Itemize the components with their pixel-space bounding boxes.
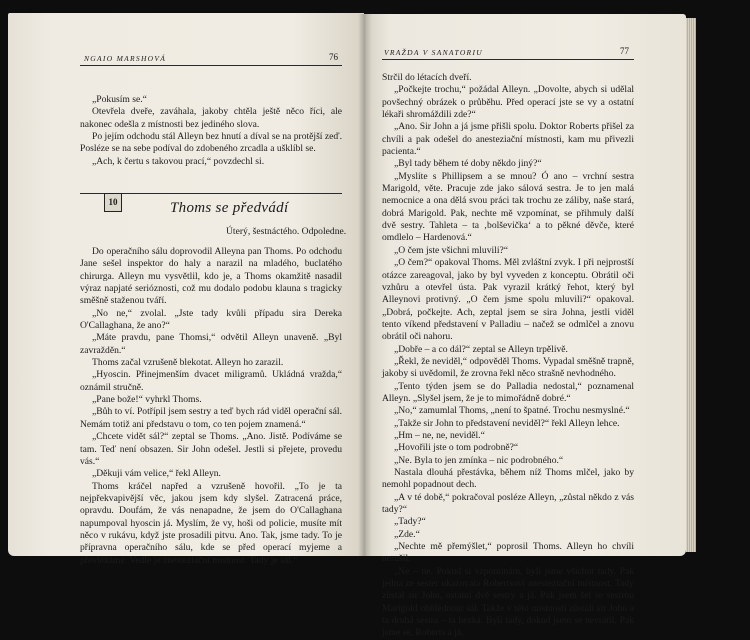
paragraph: „Nechte mě přemýšlet,“ poprosil Thoms. Alleyn ho chvíli nerušil. — [382, 541, 634, 565]
left-body-text — [80, 246, 342, 567]
paragraph: „Dobře – a co dál?“ zeptal se Alleyn trpělivě. — [394, 343, 568, 355]
paragraph: „Myslíte s Phillipsem a se mnou? Ó ano – vrchní sestra Marigold, věte. Pracuje zde jako sálová sestra. Je to jen malá nemocnice a ona dělá svou práci tak trochu ze záliby, naše stará, dobrá Marigold. Pak, nechte mě vzpomínat, se přihmuly další dvě sestry. Tahleta – ta ‚bolševička‘ a to pěkné děvče, které omdlelo – Hardenová.“ — [382, 170, 634, 244]
paragraph: „Děkuji vám velice,“ řekl Alleyn. — [92, 468, 221, 480]
paragraph: Nastala dlouhá přestávka, během níž Thoms mlčel, jako by nemohl popadnout dech. — [382, 467, 634, 491]
paragraph: Po jejím odchodu stál Alleyn bez hnutí a díval se na protější zeď. Posléze se na sebe podíval do zdobeného zrcadla a ušklíbl se. — [80, 131, 342, 155]
paragraph: „O čem?“ opakoval Thoms. Měl zvláštní zvyk. I při nejprostší otázce zareagoval, jako by byl vyveden z konceptu. Obrátil oči vzhůru a otevřel ústa. Pak vyrazil krátký řehot, který byl Alleynovi protivný. „O čem jsme spolu mluvili?“ opakoval. „Dobrá, počkejte. Ach, zeptal jsem se sira Johna, jestli viděl tento víkend představení v Palladiu – načež se odmlčel a znovu obrátil oči nahoru. — [382, 257, 634, 343]
paragraph: „Ne – ne. Pokud si vzpomínám, byli jsme všichni tady. Pak jedna ze sester ukazovala Robertsovi anesteziační místnost. Tady zůstal sir John, ostatní dvě sestry a já. Pak jsem šel se sestrou Marigold obhlédnout sál. Takže v této místnosti zůstali sir John a ta druhá sestra – ta hezká. Byli tady, dokud jsem se nevrátil. Pak jsme se, Roberts a já, — [382, 565, 634, 639]
paragraph: „Tento týden jsem se do Palladia nedostal,“ poznamenal Alleyn. „Slyšel jsem, že je to mimořádně dobré.“ — [382, 380, 634, 404]
chapter-title: Thoms se předvádí — [170, 200, 289, 216]
left-top-text — [80, 94, 342, 168]
paragraph: „Byl tady během té doby někdo jiný?“ — [394, 158, 542, 170]
paragraph: Strčil do létacích dveří. — [382, 72, 472, 83]
left-page-number: 76 — [329, 52, 338, 62]
right-running-head: VRAŽDA V SANATORIU — [384, 48, 483, 57]
paragraph: Do operačního sálu doprovodil Alleyna pan Thoms. Po odchodu Jane sešel inspektor do haly a narazil na mladého, buclatého chirurga. Alleyn mu vysvětlil, kdo je, a Thoms okamžitě nasadil výraz napjaté serióznosti, což mu dodalo podobu klauna s tragicky směšně staženou tváří. — [80, 246, 342, 307]
paragraph: „Ne. Byla to jen zmínka – nic podrobného.“ — [394, 454, 564, 466]
paragraph: „Pokusím se.“ — [92, 94, 147, 105]
paragraph: Thoms kráčel napřed a vzrušeně hovořil. „To je ta nejpřekvapivější věc, jakou jsem kdy slyšel. Zatracená práce, opravdu. Doufám, že vás nenapadne, že jsem do O'Callaghana napumpoval hyoscin já. Myslím, že vy, hoši od policie, musíte mít něco v rukávu, když jste prosadili pitvu. Ano. Tak, jsme tady. To je přípravna operačního sálu, kde se před operací myjeme a převlékáme. Vedle je anesteziační místnost. Tady je sál.“ — [80, 480, 342, 566]
paragraph: Thoms začal vzrušeně blekotat. Alleyn ho zarazil. — [92, 357, 284, 369]
page-edges — [686, 18, 696, 552]
book-gutter — [358, 14, 372, 556]
right-page-number: 77 — [620, 46, 629, 56]
right-body-text — [382, 72, 634, 640]
paragraph: „A v té době,“ pokračoval posléze Alleyn, „zůstal někdo z vás tady?“ — [382, 491, 634, 516]
paragraph: „No,“ zamumlal Thoms, „není to špatné. Trochu nesmyslné.“ — [394, 405, 630, 417]
paragraph: „Hm – ne, ne, neviděl.“ — [394, 429, 485, 441]
paragraph: „Řekl, že neviděl,“ odpověděl Thoms. Vypadal směšně trapně, jakoby si uvědomil, že zrovna řekl něco strašně nevhodného. — [382, 355, 634, 380]
left-header-rule — [80, 65, 342, 66]
paragraph: „Počkejte trochu,“ požádal Alleyn. „Dovolte, abych si udělal povšechný obrázek o průběhu. Před operací jste se vy a ostatní lékaři shromáždili zde?“ — [382, 84, 634, 121]
paragraph: „Zde.“ — [394, 528, 420, 540]
paragraph: „Ach, k čertu s takovou prací,“ povzdechl si. — [92, 155, 265, 167]
paragraph: „Hovořili jste o tom podrobně?“ — [394, 442, 519, 454]
paragraph: „Hyoscin. Přinejmenším dvacet miligramů. Ukládná vražda,“ oznámil stručně. — [80, 369, 342, 393]
paragraph: „Takže sir John to představení neviděl?“ řekl Alleyn lehce. — [394, 417, 620, 429]
paragraph: „Pane bože!“ vyhrkl Thoms. — [92, 394, 202, 406]
paragraph: „Bůh to ví. Potřípil jsem sestry a teď bych rád viděl operační sál. Nemám totiž ani představu o tom, co ten pojem znamená.“ — [80, 406, 342, 430]
paragraph: „No ne,“ zvolal. „Jste tady kvůli případu sira Dereka O'Callaghana, že ano?“ — [80, 307, 342, 332]
paragraph: „O čem jste všichni mluvili?“ — [394, 244, 509, 256]
chapter-date: Úterý, šestnáctého. Odpoledne. — [226, 226, 347, 237]
right-header-rule — [382, 59, 634, 60]
paragraph: „Máte pravdu, pane Thomsi,“ odvětil Alleyn unaveně. „Byl zavražděn.“ — [80, 332, 342, 356]
paragraph: „Tady?“ — [394, 516, 426, 528]
left-running-head: NGAIO MARSHOVÁ — [84, 54, 167, 63]
chapter-number-box: 10 — [104, 193, 122, 212]
paragraph: Otevřela dveře, zaváhala, jakoby chtěla ještě něco říci, ale nakonec odešla z místnosti bez jediného slova. — [80, 106, 342, 130]
paragraph: „Chcete vidět sál?“ zeptal se Thoms. „Ano. Jistě. Podíváme se tam. Teď není obsazen. Sir John odešel. Jestli si přejete, provedu vás.“ — [80, 431, 342, 467]
paragraph: „Ano. Sir John a já jsme přišli spolu. Doktor Roberts přišel za chvíli a pak odešel do anesteziační místnosti, kam mu přivezli pacienta.“ — [382, 121, 634, 158]
